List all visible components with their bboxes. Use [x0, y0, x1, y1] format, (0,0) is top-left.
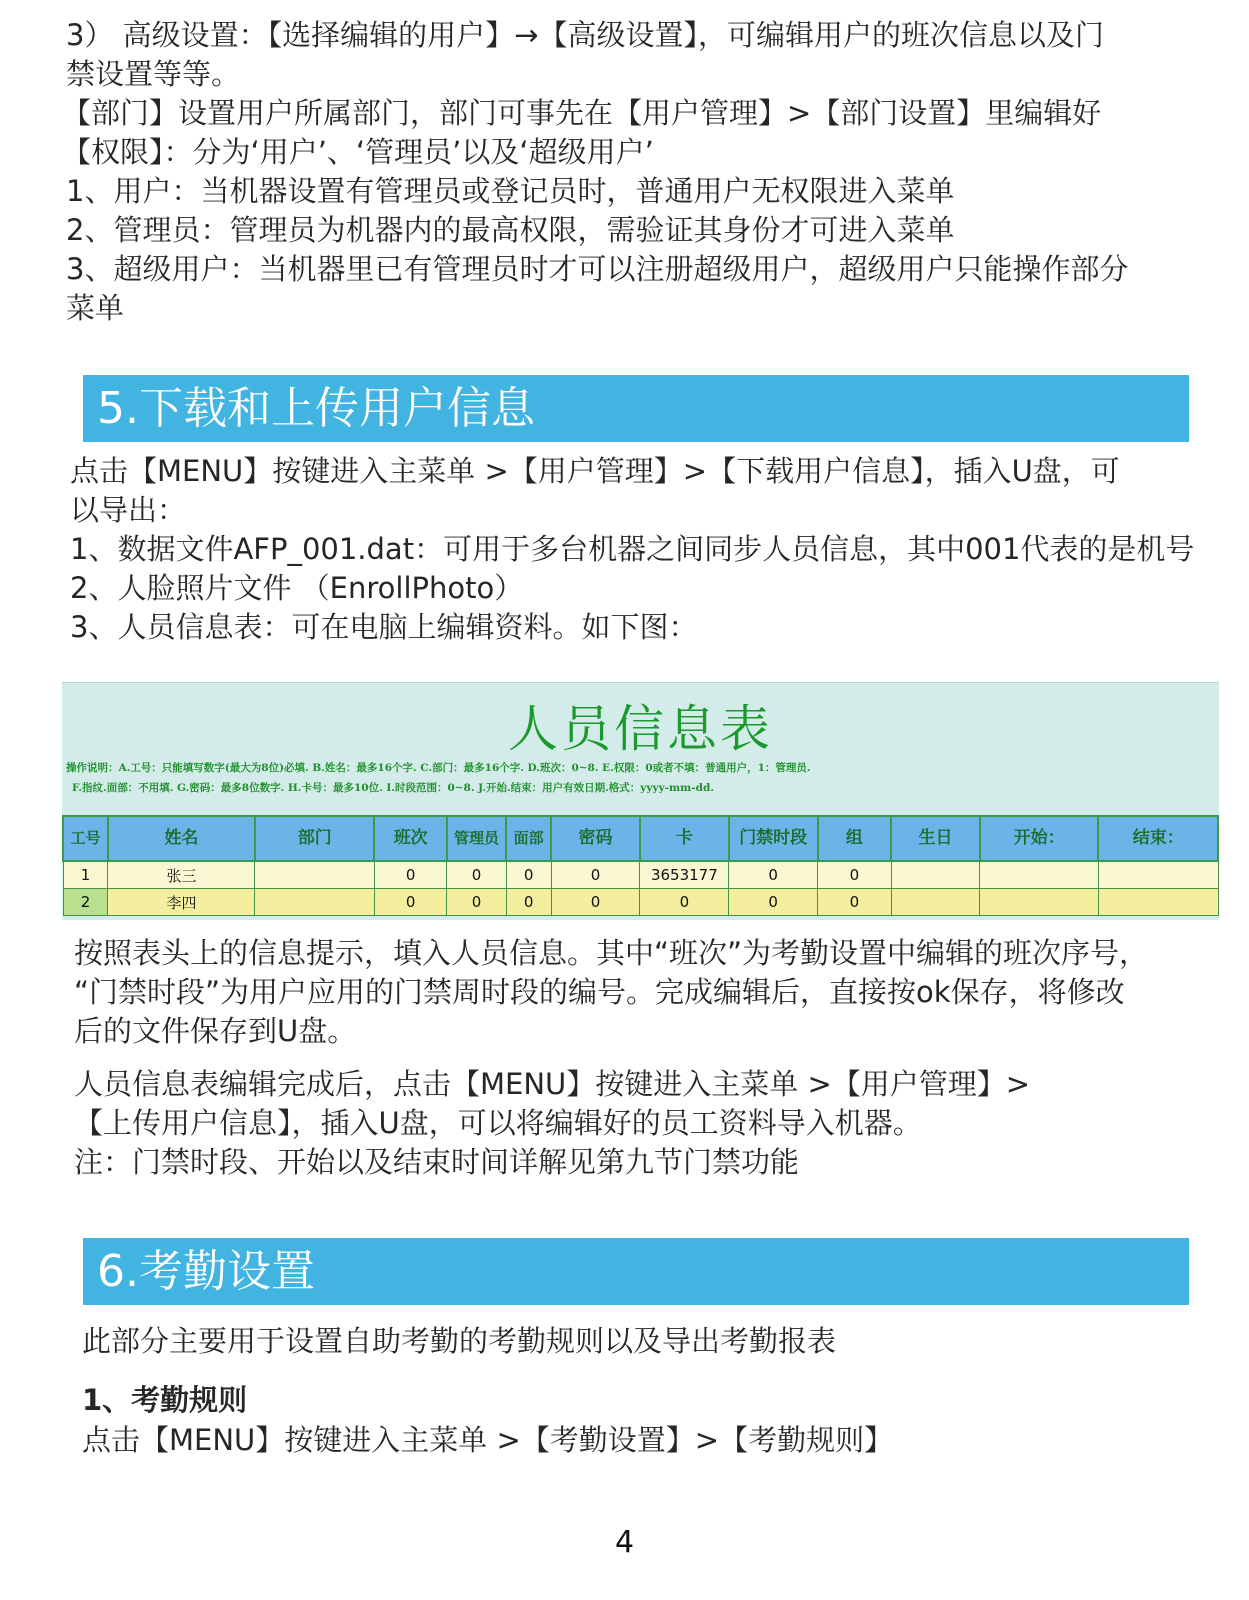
- table-cell: [1098, 861, 1218, 889]
- table-cell: 0: [818, 889, 892, 916]
- table-cell: 0: [729, 861, 818, 889]
- column-header: 生日: [891, 816, 980, 861]
- column-header: 门禁时段: [729, 816, 818, 861]
- column-header: 密码: [551, 816, 640, 861]
- text-line: 3、人员信息表：可在电脑上编辑资料。如下图：: [70, 610, 698, 644]
- column-header: 面部: [506, 816, 551, 861]
- column-header: 开始：: [980, 816, 1098, 861]
- table-cell: [891, 889, 980, 916]
- table-cell: 张三: [108, 861, 255, 889]
- text-line: 此部分主要用于设置自助考勤的考勤规则以及导出考勤报表: [82, 1324, 837, 1358]
- page-number: 4: [614, 1525, 635, 1560]
- column-header: 结束：: [1098, 816, 1218, 861]
- text-line: 禁设置等等。: [66, 57, 241, 91]
- table-cell: 0: [447, 889, 506, 916]
- table-cell: 3653177: [640, 861, 729, 889]
- text-line: 点击【MENU】按键进入主菜单 >【考勤设置】>【考勤规则】: [82, 1423, 894, 1457]
- text-line: 菜单: [66, 291, 125, 325]
- table-cell: 1: [63, 861, 108, 889]
- table-cell: [980, 889, 1098, 916]
- table-cell: [891, 861, 980, 889]
- text-line: 【上传用户信息】，插入U盘，可以将编辑好的员工资料导入机器。: [74, 1106, 922, 1140]
- text-line: 2、人脸照片文件 （EnrollPhoto）: [70, 571, 524, 605]
- table-cell: [980, 861, 1098, 889]
- text-line: 3） 高级设置：【选择编辑的用户】→【高级设置】，可编辑用户的班次信息以及门: [66, 18, 1104, 52]
- table-cell: 0: [506, 861, 551, 889]
- table-header-row: [63, 816, 1218, 861]
- text-line: 1、数据文件AFP_001.dat：可用于多台机器之间同步人员信息，其中001代表的是机号: [70, 532, 1195, 566]
- table-cell: 0: [729, 889, 818, 916]
- text-line: 以导出：: [70, 493, 187, 527]
- text-line: 【权限】：分为‘用户’、‘管理员’以及‘超级用户’: [62, 135, 654, 169]
- column-header: 管理员: [447, 816, 506, 861]
- section-heading: 6.考勤设置: [83, 1238, 1189, 1305]
- column-header: 姓名: [108, 816, 255, 861]
- spreadsheet-image: [62, 682, 1219, 920]
- text-line: 点击【MENU】按键进入主菜单 >【用户管理】>【下载用户信息】，插入U盘，可: [70, 454, 1120, 488]
- column-header: 工号: [63, 816, 108, 861]
- table-row: [63, 861, 1218, 889]
- table-cell: 0: [551, 861, 640, 889]
- table-cell: 0: [374, 889, 447, 916]
- text-line: 【部门】设置用户所属部门，部门可事先在【用户管理】>【部门设置】里编辑好: [62, 96, 1102, 130]
- text-line: 后的文件保存到U盘。: [74, 1014, 357, 1048]
- table-cell: 0: [374, 861, 447, 889]
- section-heading: 5.下载和上传用户信息: [83, 375, 1189, 442]
- table-cell: 0: [818, 861, 892, 889]
- table-cell: [1098, 889, 1218, 916]
- text-line: “门禁时段”为用户应用的门禁周时段的编号。完成编辑后，直接按ok保存，将修改: [74, 975, 1125, 1009]
- sheet-instructions: F.指纹.面部：不用填. G.密码：最多8位数字. H.卡号：最多10位. I.时段范围：0~8. J.开始.结束：用户有效日期.格式：yyyy-mm-dd.: [72, 782, 714, 794]
- table-cell: [255, 889, 374, 916]
- table-cell: 0: [506, 889, 551, 916]
- table-cell: 李四: [108, 889, 255, 916]
- subsection-title: 1、考勤规则: [82, 1383, 248, 1417]
- column-header: 班次: [374, 816, 447, 861]
- table-cell: 0: [551, 889, 640, 916]
- sheet-title: 人员信息表: [508, 700, 773, 758]
- table-cell: 2: [63, 889, 108, 916]
- text-line: 3、超级用户：当机器里已有管理员时才可以注册超级用户，超级用户只能操作部分: [66, 252, 1129, 286]
- table-cell: 0: [640, 889, 729, 916]
- text-line: 1、用户：当机器设置有管理员或登记员时，普通用户无权限进入菜单: [66, 174, 955, 208]
- text-line: 按照表头上的信息提示，填入人员信息。其中“班次”为考勤设置中编辑的班次序号，: [74, 936, 1149, 970]
- table-row: [63, 889, 1218, 916]
- column-header: 卡: [640, 816, 729, 861]
- text-line: 2、管理员：管理员为机器内的最高权限，需验证其身份才可进入菜单: [66, 213, 955, 247]
- sheet-table: [62, 815, 1219, 916]
- sheet-instructions: 操作说明：A.工号：只能填写数字(最大为8位)必填. B.姓名：最多16个字. C.部门：最多16个字. D.班次：0~8. E.权限：0或者不填：普通用户，1：管理员.: [66, 762, 811, 774]
- text-line: 人员信息表编辑完成后，点击【MENU】按键进入主菜单 >【用户管理】>: [74, 1067, 1031, 1101]
- column-header: 部门: [255, 816, 374, 861]
- table-cell: 0: [447, 861, 506, 889]
- column-header: 组: [818, 816, 892, 861]
- table-cell: [255, 861, 374, 889]
- text-line: 注：门禁时段、开始以及结束时间详解见第九节门禁功能: [74, 1145, 800, 1179]
